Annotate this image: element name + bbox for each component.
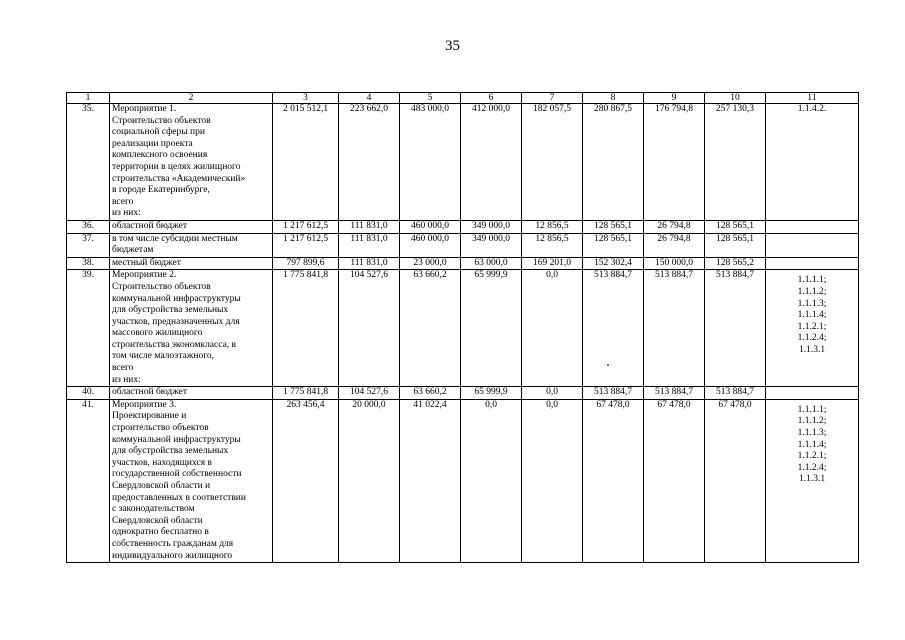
- value-cell: 41 022,4: [400, 399, 461, 562]
- table-row: [67, 233, 859, 257]
- column-number: 5: [400, 93, 461, 104]
- value-cell: 63 000,0: [461, 257, 522, 270]
- value-cell: 104 527,6: [339, 270, 400, 387]
- description-line: предоставленных в соответствии: [112, 492, 246, 503]
- column-number: 3: [273, 93, 339, 104]
- description-line: Строительство объектов: [112, 281, 211, 292]
- description-line: комплексного освоения: [112, 150, 208, 161]
- description-line: областной бюджет: [112, 220, 188, 231]
- value-cell: 483 000,0: [400, 104, 461, 221]
- target-code: 1.1.1.2;: [797, 286, 827, 297]
- page-number: 35: [445, 38, 460, 54]
- value-cell: 280 867,5: [583, 104, 644, 221]
- value-cell: 797 899,6: [273, 257, 339, 270]
- table-body: [67, 104, 859, 563]
- value-cell: 12 856,5: [522, 220, 583, 233]
- row-number: 41.: [67, 399, 110, 562]
- description-line: реализации проекта: [112, 138, 193, 149]
- description-line: том числе малоэтажного,: [112, 351, 214, 362]
- target-codes: [766, 399, 859, 562]
- scan-speck: [607, 364, 609, 366]
- value-cell: 67 478,0: [644, 399, 705, 562]
- description-line: из них:: [112, 374, 141, 385]
- column-number: 9: [644, 93, 705, 104]
- value-cell: 1 775 841,8: [273, 270, 339, 387]
- target-codes: [766, 104, 859, 221]
- description-line: территории в целях жилищного: [112, 161, 241, 172]
- column-number-row: [67, 93, 859, 104]
- value-cell: 1 775 841,8: [273, 387, 339, 400]
- value-cell: 513 884,7: [644, 387, 705, 400]
- value-cell: 349 000,0: [461, 220, 522, 233]
- value-cell: 169 201,0: [522, 257, 583, 270]
- description-line: строительства экономкласса, в: [112, 339, 237, 350]
- column-number: 6: [461, 93, 522, 104]
- value-cell: 26 794,8: [644, 233, 705, 257]
- target-codes: [766, 387, 859, 400]
- description-line: строительства «Академический»: [112, 173, 246, 184]
- target-code: 1.1.2.1;: [797, 321, 827, 332]
- value-cell: 0,0: [522, 270, 583, 387]
- row-description: [110, 233, 273, 257]
- value-cell: 223 662,0: [339, 104, 400, 221]
- row-description: [110, 104, 273, 221]
- description-line: в городе Екатеринбурге,: [112, 185, 210, 196]
- value-cell: 176 794,8: [644, 104, 705, 221]
- value-cell: 513 884,7: [583, 270, 644, 387]
- description-line: коммунальной инфраструктуры: [112, 434, 241, 445]
- column-number: 11: [766, 93, 859, 104]
- target-code: 1.1.1.1;: [797, 275, 827, 286]
- value-cell: 2 015 512,1: [273, 104, 339, 221]
- value-cell: 111 831,0: [339, 220, 400, 233]
- target-code: 1.1.1.1;: [797, 404, 827, 415]
- description-line: в том числе субсидии местным: [112, 233, 238, 244]
- column-number: 8: [583, 93, 644, 104]
- table-row: [67, 270, 859, 387]
- value-cell: 182 057,5: [522, 104, 583, 221]
- row-description: [110, 257, 273, 270]
- description-line: с законодательством: [112, 504, 195, 515]
- description-line: Строительство объектов: [112, 115, 211, 126]
- row-number: 39.: [67, 270, 110, 387]
- target-code: 1.1.1.3;: [797, 298, 827, 309]
- value-cell: 0,0: [461, 399, 522, 562]
- description-line: государственной собственности: [112, 469, 242, 480]
- value-cell: 111 831,0: [339, 257, 400, 270]
- target-code: 1.1.4.2.: [797, 104, 827, 114]
- description-line: строительство объектов: [112, 423, 209, 434]
- value-cell: 128 565,2: [705, 257, 766, 270]
- description-line: социальной сферы при: [112, 127, 205, 138]
- value-cell: 152 302,4: [583, 257, 644, 270]
- row-description: [110, 270, 273, 387]
- description-line: всего: [112, 196, 134, 207]
- value-cell: 65 999,9: [461, 387, 522, 400]
- value-cell: 0,0: [522, 399, 583, 562]
- description-line: коммунальной инфраструктуры: [112, 293, 241, 304]
- target-codes: [766, 220, 859, 233]
- target-code: 1.1.3.1: [798, 344, 826, 355]
- description-line: Мероприятие 3.: [112, 399, 177, 410]
- target-codes: [766, 233, 859, 257]
- target-code: 1.1.1.2;: [797, 416, 827, 427]
- target-code: 1.1.1.4;: [797, 439, 827, 450]
- value-cell: 513 884,7: [644, 270, 705, 387]
- value-cell: 63 660,2: [400, 387, 461, 400]
- row-description: [110, 399, 273, 562]
- value-cell: 128 565,1: [705, 233, 766, 257]
- value-cell: 65 999,9: [461, 270, 522, 387]
- value-cell: 1 217 612,5: [273, 220, 339, 233]
- description-line: из них:: [112, 208, 141, 219]
- table-row: [67, 257, 859, 270]
- target-code: 1.1.2.4;: [797, 333, 827, 344]
- row-number: 38.: [67, 257, 110, 270]
- description-line: бюджетам: [112, 245, 154, 256]
- target-codes: [766, 257, 859, 270]
- table-row: [67, 399, 859, 562]
- column-number: 2: [110, 93, 273, 104]
- description-line: участков, находящихся в: [112, 457, 212, 468]
- description-line: областной бюджет: [112, 387, 188, 398]
- value-cell: 23 000,0: [400, 257, 461, 270]
- value-cell: 26 794,8: [644, 220, 705, 233]
- value-cell: 104 527,6: [339, 387, 400, 400]
- description-line: Проектирование и: [112, 411, 187, 422]
- target-code: 1.1.1.4;: [797, 310, 827, 321]
- value-cell: 111 831,0: [339, 233, 400, 257]
- value-cell: 460 000,0: [400, 220, 461, 233]
- description-line: Свердловской области: [112, 515, 203, 526]
- row-number: 35.: [67, 104, 110, 221]
- value-cell: 263 456,4: [273, 399, 339, 562]
- description-line: для обустройства земельных: [112, 446, 229, 457]
- row-number: 36.: [67, 220, 110, 233]
- target-code: 1.1.1.3;: [797, 428, 827, 439]
- value-cell: 67 478,0: [705, 399, 766, 562]
- value-cell: 349 000,0: [461, 233, 522, 257]
- value-cell: 460 000,0: [400, 233, 461, 257]
- target-codes: [766, 270, 859, 387]
- value-cell: 20 000,0: [339, 399, 400, 562]
- description-line: участков, предназначенных для: [112, 316, 240, 327]
- target-code: 1.1.2.4;: [797, 462, 827, 473]
- description-line: всего: [112, 363, 134, 374]
- column-number: 7: [522, 93, 583, 104]
- value-cell: 67 478,0: [583, 399, 644, 562]
- description-line: местный бюджет: [112, 257, 181, 268]
- value-cell: 128 565,1: [583, 233, 644, 257]
- column-number: 10: [705, 93, 766, 104]
- description-line: для обустройства земельных: [112, 305, 229, 316]
- table-row: [67, 387, 859, 400]
- column-number: 1: [67, 93, 110, 104]
- target-code: 1.1.3.1: [798, 474, 826, 485]
- value-cell: 128 565,1: [583, 220, 644, 233]
- description-line: массового жилищного: [112, 328, 203, 339]
- description-line: индивидуального жилищного: [112, 550, 233, 561]
- description-line: собственность гражданам для: [112, 538, 234, 549]
- row-number: 37.: [67, 233, 110, 257]
- description-line: однократно бесплатно в: [112, 527, 209, 538]
- target-code: 1.1.2.1;: [797, 451, 827, 462]
- value-cell: 412 000,0: [461, 104, 522, 221]
- budget-table: [66, 92, 859, 563]
- value-cell: 128 565,1: [705, 220, 766, 233]
- value-cell: 150 000,0: [644, 257, 705, 270]
- value-cell: 513 884,7: [705, 270, 766, 387]
- value-cell: 0,0: [522, 387, 583, 400]
- value-cell: 63 660,2: [400, 270, 461, 387]
- column-number: 4: [339, 93, 400, 104]
- value-cell: 1 217 612,5: [273, 233, 339, 257]
- table-row: [67, 220, 859, 233]
- value-cell: 12 856,5: [522, 233, 583, 257]
- value-cell: 513 884,7: [705, 387, 766, 400]
- value-cell: 513 884,7: [583, 387, 644, 400]
- value-cell: 257 130,3: [705, 104, 766, 221]
- row-number: 40.: [67, 387, 110, 400]
- description-line: Мероприятие 2.: [112, 270, 177, 281]
- row-description: [110, 220, 273, 233]
- row-description: [110, 387, 273, 400]
- description-line: Свердловской области и: [112, 481, 211, 491]
- description-line: Мероприятие 1.: [112, 104, 177, 114]
- table-row: [67, 104, 859, 221]
